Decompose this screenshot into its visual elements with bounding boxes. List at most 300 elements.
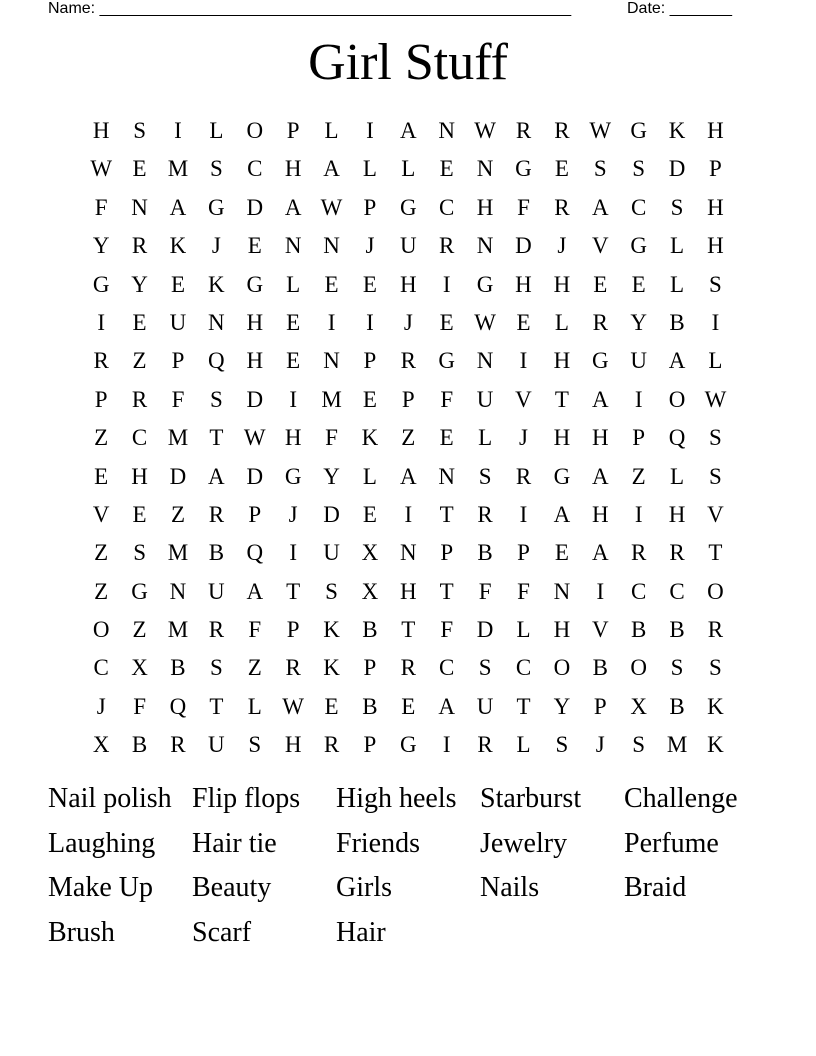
grid-letter: S <box>478 463 492 489</box>
grid-letter: N <box>476 233 494 259</box>
grid-letter: G <box>208 194 225 220</box>
grid-letter: A <box>591 194 609 220</box>
grid-letter: K <box>707 732 724 758</box>
grid-letter: O <box>553 655 571 681</box>
grid-letter: R <box>554 118 570 143</box>
grid-letter: E <box>247 233 262 259</box>
grid-letter: G <box>284 463 302 489</box>
grid-letter: K <box>323 655 340 681</box>
grid-letter: H <box>246 348 264 374</box>
grid-letter: H <box>92 118 110 143</box>
grid-letter: O <box>246 118 264 143</box>
grid-letter: T <box>439 501 454 527</box>
grid-letter: F <box>171 386 185 412</box>
grid-letter: F <box>517 578 530 604</box>
grid-letter: I <box>519 501 528 527</box>
grid-letter: W <box>90 156 113 182</box>
grid-letter: E <box>593 271 608 297</box>
grid-letter: P <box>517 540 530 566</box>
grid-letter: C <box>131 425 148 451</box>
grid-letter: L <box>516 732 531 758</box>
grid-letter: C <box>669 578 685 604</box>
grid-letter: F <box>517 194 530 220</box>
grid-letter: S <box>670 194 684 220</box>
grid-letter: R <box>131 233 148 259</box>
grid-letter: H <box>400 578 417 604</box>
grid-letter: H <box>515 271 532 297</box>
grid-letter: S <box>632 732 646 758</box>
grid-letter: S <box>709 271 722 297</box>
grid-letter: N <box>438 118 456 143</box>
grid-letter: A <box>553 501 571 527</box>
grid-row <box>82 496 735 534</box>
grid-letter: D <box>246 386 264 412</box>
grid-letter: C <box>515 655 532 681</box>
grid-letter: O <box>707 578 724 604</box>
grid-letter: W <box>589 118 612 143</box>
grid-letter: B <box>362 617 378 643</box>
grid-row <box>82 304 735 342</box>
grid-letter: C <box>93 655 109 681</box>
grid-letter: I <box>442 732 451 758</box>
grid-letter: R <box>323 732 340 758</box>
word-list-item: Perfume <box>624 827 719 859</box>
grid-letter: I <box>327 309 336 335</box>
grid-letter: L <box>478 425 493 451</box>
grid-letter: E <box>516 309 531 335</box>
grid-letter: R <box>477 501 493 527</box>
grid-letter: P <box>363 194 377 220</box>
grid-letter: C <box>439 655 455 681</box>
grid-row <box>82 573 735 611</box>
grid-letter: V <box>707 501 724 527</box>
grid-letter: V <box>591 617 609 643</box>
grid-letter: E <box>132 501 147 527</box>
grid-letter: G <box>438 348 456 374</box>
grid-letter: Z <box>132 617 147 643</box>
word-list-item: Beauty <box>192 872 272 904</box>
grid-letter: B <box>669 693 685 719</box>
grid-letter: H <box>707 118 724 143</box>
grid-letter: F <box>325 425 338 451</box>
word-list-item: Laughing <box>48 827 156 859</box>
grid-letter: P <box>401 386 415 412</box>
grid-letter: E <box>324 693 339 719</box>
worksheet-header <box>48 0 748 20</box>
grid-letter: L <box>516 617 531 643</box>
grid-letter: N <box>476 348 494 374</box>
grid-letter: L <box>286 271 301 297</box>
grid-letter: S <box>209 386 223 412</box>
grid-letter: M <box>167 540 189 566</box>
grid-letter: U <box>323 540 340 566</box>
grid-letter: E <box>362 501 377 527</box>
grid-letter: B <box>477 540 493 566</box>
word-list-item: Friends <box>336 827 420 859</box>
grid-letter: O <box>668 386 686 412</box>
grid-letter: I <box>289 540 297 566</box>
grid-letter: T <box>286 578 301 604</box>
grid-letter: A <box>208 463 225 489</box>
grid-letter: L <box>209 118 224 143</box>
grid-letter: L <box>362 156 377 182</box>
grid-letter: Z <box>247 655 262 681</box>
grid-letter: Y <box>92 233 110 259</box>
grid-letter: H <box>668 501 686 527</box>
grid-letter: V <box>92 501 110 527</box>
grid-letter: Z <box>170 501 185 527</box>
grid-letter: M <box>321 386 342 412</box>
grid-row <box>82 534 735 572</box>
grid-letter: R <box>477 732 493 758</box>
grid-letter: F <box>440 617 454 643</box>
grid-letter: I <box>634 386 643 412</box>
grid-letter: L <box>670 271 685 297</box>
word-list-item: Challenge <box>624 783 738 814</box>
grid-letter: G <box>400 732 417 758</box>
grid-letter: J <box>211 233 221 259</box>
grid-letter: X <box>630 693 647 719</box>
word-list-item: Girls <box>336 872 392 904</box>
grid-letter: P <box>286 617 300 643</box>
word-list-item: Scarf <box>192 917 252 949</box>
grid-letter: E <box>286 309 301 335</box>
grid-letter: S <box>325 578 338 604</box>
grid-letter: I <box>519 348 528 374</box>
grid-letter: W <box>474 118 496 143</box>
grid-letter: Z <box>631 463 646 489</box>
word-list <box>48 777 768 956</box>
word-list-item: Jewelry <box>480 827 568 859</box>
grid-letter: D <box>668 156 686 182</box>
grid-letter: X <box>361 540 379 566</box>
grid-letter: K <box>208 271 225 297</box>
grid-letter: G <box>515 156 532 182</box>
grid-row <box>82 189 735 227</box>
grid-letter: I <box>289 386 297 412</box>
grid-letter: P <box>363 732 377 758</box>
grid-letter: E <box>132 156 147 182</box>
grid-letter: L <box>401 156 416 182</box>
grid-row <box>82 150 735 188</box>
grid-letter: H <box>246 309 264 335</box>
grid-letter: H <box>284 425 302 451</box>
grid-row <box>82 419 735 457</box>
grid-letter: J <box>96 693 106 719</box>
grid-letter: I <box>442 271 451 297</box>
grid-letter: R <box>554 194 570 220</box>
grid-letter: S <box>478 655 492 681</box>
word-list-item: Make Up <box>48 872 153 904</box>
grid-letter: B <box>362 693 378 719</box>
grid-letter: P <box>286 118 300 143</box>
grid-letter: I <box>97 309 106 335</box>
grid-letter: Z <box>94 578 109 604</box>
grid-letter: L <box>670 463 685 489</box>
grid-row <box>82 688 735 726</box>
grid-letter: P <box>171 348 185 374</box>
grid-letter: H <box>591 425 609 451</box>
grid-letter: B <box>592 655 608 681</box>
grid-letter: A <box>591 386 609 412</box>
grid-letter: H <box>553 348 571 374</box>
grid-letter: S <box>209 655 223 681</box>
grid-letter: P <box>709 156 722 182</box>
grid-letter: G <box>630 233 647 259</box>
grid-letter: J <box>595 732 605 758</box>
grid-letter: H <box>707 194 724 220</box>
grid-letter: I <box>174 118 182 143</box>
grid-row <box>82 611 735 649</box>
grid-letter: E <box>132 309 147 335</box>
grid-letter: S <box>209 156 223 182</box>
grid-letter: B <box>170 655 186 681</box>
grid-letter: L <box>324 118 339 143</box>
grid-letter: C <box>247 156 263 182</box>
grid-letter: A <box>246 578 264 604</box>
grid-letter: W <box>320 194 343 220</box>
grid-letter: R <box>630 540 647 566</box>
grid-letter: P <box>94 386 108 412</box>
grid-letter: Q <box>208 348 225 374</box>
grid-letter: N <box>169 578 187 604</box>
grid-letter: D <box>323 501 340 527</box>
grid-letter: J <box>403 309 413 335</box>
grid-letter: Q <box>668 425 686 451</box>
grid-letter: W <box>243 425 266 451</box>
grid-letter: D <box>515 233 532 259</box>
grid-letter: E <box>554 156 569 182</box>
grid-letter: M <box>167 425 189 451</box>
grid-letter: E <box>170 271 185 297</box>
grid-letter: E <box>362 386 377 412</box>
grid-letter: Z <box>132 348 147 374</box>
grid-letter: T <box>209 693 224 719</box>
grid-letter: U <box>630 348 647 374</box>
grid-letter: G <box>476 271 494 297</box>
grid-letter: P <box>248 501 262 527</box>
grid-letter: R <box>439 233 455 259</box>
grid-letter: S <box>248 732 262 758</box>
grid-letter: H <box>131 463 148 489</box>
grid-letter: G <box>400 194 417 220</box>
grid-letter: R <box>515 463 532 489</box>
grid-letter: E <box>94 463 109 489</box>
grid-letter: K <box>169 233 187 259</box>
grid-letter: Q <box>169 693 187 719</box>
word-search-grid <box>82 112 735 765</box>
grid-letter: A <box>400 463 417 489</box>
word-list-item: Brush <box>48 917 115 949</box>
grid-letter: R <box>400 348 416 374</box>
grid-letter: U <box>476 386 494 412</box>
grid-letter: A <box>169 194 187 220</box>
grid-letter: R <box>208 617 225 643</box>
grid-letter: J <box>288 501 298 527</box>
grid-letter: W <box>282 693 304 719</box>
grid-letter: Y <box>553 693 571 719</box>
grid-letter: Y <box>323 463 340 489</box>
grid-letter: P <box>440 540 454 566</box>
grid-letter: G <box>591 348 609 374</box>
grid-letter: N <box>438 463 456 489</box>
word-list-item: Braid <box>624 872 687 904</box>
grid-letter: N <box>323 348 340 374</box>
grid-letter: A <box>591 540 609 566</box>
grid-letter: R <box>93 348 109 374</box>
grid-letter: I <box>634 501 643 527</box>
grid-letter: G <box>131 578 148 604</box>
grid-row <box>82 726 735 764</box>
grid-letter: D <box>476 617 494 643</box>
grid-letter: Y <box>131 271 148 297</box>
word-list-item: Hair <box>336 917 386 949</box>
grid-letter: Z <box>94 425 109 451</box>
grid-letter: H <box>553 425 571 451</box>
grid-letter: H <box>553 271 571 297</box>
grid-row <box>82 342 735 380</box>
grid-letter: J <box>519 425 528 451</box>
grid-letter: X <box>131 655 148 681</box>
grid-letter: A <box>438 693 456 719</box>
grid-row <box>82 266 735 304</box>
grid-letter: E <box>439 309 454 335</box>
grid-letter: R <box>285 655 301 681</box>
grid-letter: F <box>440 386 454 412</box>
grid-letter: E <box>631 271 646 297</box>
grid-letter: P <box>593 693 607 719</box>
grid-letter: S <box>593 156 607 182</box>
grid-letter: B <box>131 732 148 758</box>
grid-letter: T <box>439 578 454 604</box>
grid-letter: F <box>478 578 492 604</box>
grid-letter: P <box>363 655 377 681</box>
word-list-item: Starburst <box>480 783 582 814</box>
grid-letter: M <box>167 156 189 182</box>
grid-letter: I <box>711 309 720 335</box>
grid-letter: I <box>404 501 413 527</box>
grid-letter: L <box>554 309 569 335</box>
grid-row <box>82 227 735 265</box>
page-title: Girl Stuff <box>308 34 508 91</box>
grid-letter: A <box>400 118 417 143</box>
grid-letter: B <box>669 617 685 643</box>
grid-letter: F <box>248 617 262 643</box>
grid-letter: K <box>668 118 686 143</box>
word-list-item: Flip flops <box>192 783 301 814</box>
word-list-item: Nail polish <box>48 783 172 814</box>
grid-letter: D <box>246 194 264 220</box>
grid-letter: S <box>709 463 722 489</box>
grid-letter: U <box>208 732 225 758</box>
grid-row <box>82 381 735 419</box>
grid-letter: U <box>400 233 417 259</box>
grid-letter: R <box>208 501 225 527</box>
grid-letter: S <box>133 118 146 143</box>
grid-letter: S <box>133 540 146 566</box>
grid-letter: P <box>363 348 377 374</box>
grid-letter: N <box>400 540 417 566</box>
grid-letter: Z <box>401 425 416 451</box>
grid-letter: X <box>361 578 379 604</box>
grid-letter: H <box>553 617 571 643</box>
grid-letter: A <box>591 463 609 489</box>
grid-letter: C <box>439 194 455 220</box>
grid-letter: G <box>246 271 264 297</box>
word-list-item: Nails <box>480 872 540 904</box>
grid-letter: B <box>669 309 685 335</box>
grid-letter: L <box>247 693 262 719</box>
grid-letter: Z <box>94 540 109 566</box>
grid-letter: H <box>591 501 609 527</box>
grid-letter: P <box>632 425 646 451</box>
grid-letter: W <box>704 386 727 412</box>
grid-letter: T <box>209 425 224 451</box>
grid-letter: S <box>709 655 722 681</box>
grid-letter: J <box>557 233 567 259</box>
grid-letter: N <box>284 233 302 259</box>
grid-letter: Q <box>246 540 264 566</box>
grid-letter: T <box>708 540 723 566</box>
grid-letter: T <box>554 386 569 412</box>
grid-letter: G <box>630 118 647 143</box>
grid-letter: N <box>131 194 148 220</box>
grid-letter: I <box>366 309 374 335</box>
date-field-label: Date: _______ <box>627 0 732 17</box>
grid-letter: D <box>169 463 187 489</box>
grid-letter: R <box>592 309 608 335</box>
word-list-item: High heels <box>336 783 457 814</box>
grid-letter: O <box>630 655 647 681</box>
grid-letter: T <box>516 693 531 719</box>
grid-letter: E <box>324 271 339 297</box>
grid-letter: E <box>401 693 416 719</box>
grid-letter: R <box>669 540 685 566</box>
grid-letter: C <box>630 194 647 220</box>
grid-letter: G <box>92 271 110 297</box>
grid-letter: R <box>515 118 532 143</box>
grid-letter: O <box>92 617 110 643</box>
grid-letter: B <box>208 540 225 566</box>
grid-letter: R <box>170 732 186 758</box>
grid-letter: L <box>670 233 685 259</box>
grid-letter: L <box>362 463 377 489</box>
grid-letter: I <box>596 578 605 604</box>
grid-letter: H <box>400 271 417 297</box>
grid-letter: C <box>630 578 647 604</box>
grid-letter: E <box>554 540 569 566</box>
word-list-item: Hair tie <box>192 827 277 859</box>
grid-letter: A <box>284 194 302 220</box>
grid-letter: G <box>553 463 571 489</box>
grid-letter: E <box>362 271 377 297</box>
grid-letter: S <box>555 732 569 758</box>
grid-letter: R <box>707 617 724 643</box>
grid-letter: F <box>94 194 108 220</box>
name-field-label: Name: _____________________________________________________ <box>48 0 572 17</box>
grid-letter: E <box>439 156 454 182</box>
grid-letter: J <box>365 233 375 259</box>
grid-letter: W <box>474 309 496 335</box>
grid-letter: K <box>361 425 379 451</box>
grid-letter: T <box>401 617 416 643</box>
grid-letter: M <box>666 732 688 758</box>
grid-letter: A <box>668 348 686 374</box>
grid-letter: D <box>246 463 264 489</box>
grid-letter: H <box>707 233 724 259</box>
grid-letter: V <box>515 386 532 412</box>
grid-letter: H <box>284 156 302 182</box>
